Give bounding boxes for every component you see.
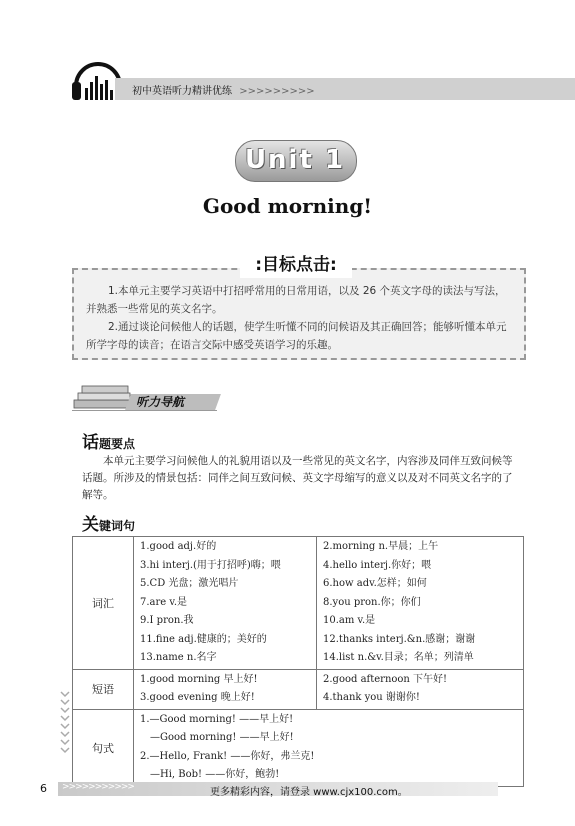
header-title-text: 初中英语听力精讲优练 bbox=[132, 86, 232, 97]
topic-heading-big: 话 bbox=[82, 433, 99, 453]
vocab-right-cell bbox=[317, 537, 524, 670]
table-row-vocab bbox=[73, 537, 524, 670]
phrase-right-cell bbox=[317, 669, 524, 709]
vocab-item: 11.fine adj.健康的；美好的 bbox=[140, 633, 267, 645]
phrase-left-cell bbox=[134, 669, 317, 709]
vocab-item: 1.good adj.好的 bbox=[140, 541, 217, 552]
footer-arrows: >>>>>>>>>>> bbox=[62, 782, 134, 792]
vocab-item: 12.thanks interj.&n.感谢；谢谢 bbox=[323, 633, 476, 645]
key-heading bbox=[82, 510, 135, 535]
vocab-item: 14.list n.&v.目录；名单；列清单 bbox=[323, 652, 474, 663]
topic-heading bbox=[82, 428, 135, 453]
sentence-label: 句式 bbox=[73, 709, 134, 786]
nav-underline bbox=[72, 410, 217, 411]
phrase-item: 3.good evening 晚上好! bbox=[140, 692, 255, 703]
sentence-item: 2.—Hello, Frank! ——你好，弗兰克! bbox=[140, 750, 315, 762]
vocab-item: 4.hello interj.你好；喂 bbox=[323, 559, 432, 571]
vocab-item: 13.name n.名字 bbox=[140, 652, 217, 663]
target-paragraph-1: 1.本单元主要学习英语中打招呼常用的日常用语，以及 26 个英文字母的读法与写法，并熟悉一些常见的英文名字。 bbox=[86, 285, 506, 315]
header-arrows: >>>>>>>>> bbox=[239, 86, 315, 97]
key-heading-rest: 键词句 bbox=[99, 519, 136, 533]
vocab-item: 10.am v.是 bbox=[323, 615, 376, 626]
vocab-item: 2.morning n.早晨；上午 bbox=[323, 541, 439, 552]
target-paragraph-2: 2.通过谈论问候他人的话题，使学生听懂不同的问候语及其正确回答；能够听懂本单元所学字母的读音；在语言交际中感受英语学习的乐趣。 bbox=[86, 321, 507, 351]
topic-text: 本单元主要学习问候他人的礼貌用语以及一些常见的英文名字，内容涉及同伴互致问候等话题。所涉及的情景包括：同伴之间互致问候、英文字母缩写的意义以及对不同英文名字的了解等。 bbox=[82, 455, 513, 501]
key-heading-big: 关 bbox=[82, 515, 99, 535]
page-number: 6 bbox=[40, 782, 47, 795]
sentence-item: 1.—Good morning! ——早上好! bbox=[140, 713, 294, 725]
phrase-label: 短语 bbox=[73, 669, 134, 709]
vocab-item: 6.how adv.怎样；如何 bbox=[323, 578, 427, 589]
vocab-item: 3.hi interj.(用于打招呼)嗨；喂 bbox=[140, 559, 281, 571]
vocab-item: 9.I pron.我 bbox=[140, 615, 194, 626]
table-row-sentence bbox=[73, 709, 524, 786]
vocab-label: 词汇 bbox=[73, 537, 134, 670]
unit-label: Unit 1 bbox=[244, 145, 346, 175]
chevron-down-icon bbox=[60, 690, 70, 780]
sentence-item: —Hi, Bob! ——你好，鲍勃! bbox=[150, 769, 280, 780]
phrase-item: 2.good afternoon 下午好! bbox=[323, 673, 448, 685]
table-row-phrase bbox=[73, 669, 524, 709]
vocab-item: 8.you pron.你；你们 bbox=[323, 596, 421, 608]
vocab-left-cell bbox=[134, 537, 317, 670]
unit-title: Good morning! bbox=[202, 194, 373, 218]
target-label: :目标点击: bbox=[255, 255, 337, 275]
nav-label: 听力导航 bbox=[136, 395, 185, 409]
vocab-item: 5.CD 光盘；激光唱片 bbox=[140, 578, 239, 589]
sentence-cell bbox=[134, 709, 524, 786]
keyword-table bbox=[72, 536, 524, 787]
phrase-item: 1.good morning 早上好! bbox=[140, 673, 258, 685]
topic-heading-rest: 题要点 bbox=[99, 437, 136, 451]
sentence-item: —Good morning! ——早上好! bbox=[150, 732, 294, 743]
vocab-item: 7.are v.是 bbox=[140, 596, 188, 608]
header-title bbox=[132, 82, 315, 97]
footer-link-text[interactable]: 更多精彩内容，请登录 www.cjx100.com。 bbox=[210, 787, 408, 798]
phrase-item: 4.thank you 谢谢你! bbox=[323, 692, 420, 703]
